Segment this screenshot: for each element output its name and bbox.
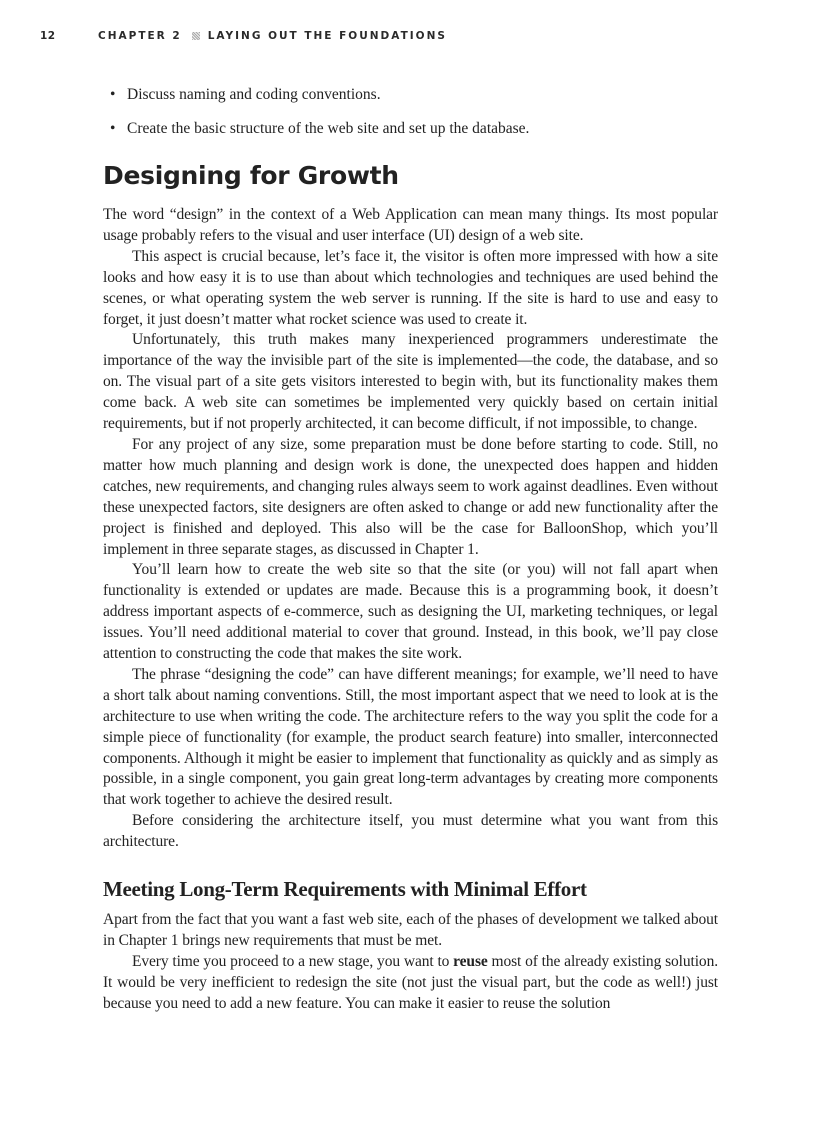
paragraph: This aspect is crucial because, let’s face it, the visitor is often more impressed with how a site looks and how easy it is to use than about which technologies and techniques are used behind the scenes, or what operating system the web server is running. If the site is hard to use and easy to forget, it just doesn’t matter what rocket science was used to create it.: [103, 247, 718, 328]
bullet-list: [103, 84, 718, 139]
emphasis-reuse: reuse: [453, 952, 488, 970]
paragraph: Before considering the architecture itself, you must determine what you want from this architecture.: [103, 812, 718, 851]
paragraph-text: most of the already existing solution. It would be very inefficient to redesign the site (not just the visual part, but the code as well!) just because you need to add a new feature. You can make it easier to reuse the solution: [103, 952, 718, 1012]
paragraph-text: Every time you proceed to a new stage, you want to: [132, 952, 454, 970]
page-content: [103, 84, 718, 1015]
list-item: • Create the basic structure of the web site and set up the database.: [127, 118, 718, 139]
section-heading: Designing for Growth: [103, 161, 399, 190]
header-separator-icon: [192, 32, 200, 40]
subsection-heading: Meeting Long-Term Requirements with Minimal Effort: [103, 877, 587, 902]
paragraph: You’ll learn how to create the web site so that the site (or you) will not fall apart when functionality is extended or updates are made. Because this is a programming book, it doesn’t address important aspects of e-commerce, such as designing the UI, marketing techniques, or legal issues. You’ll need additional material to cover that ground. Instead, in this book, we’ll pay close attention to constructing the code that makes the site work.: [103, 561, 718, 663]
paragraph: Apart from the fact that you want a fast web site, each of the phases of development we talked about in Chapter 1 brings new requirements that must be met.: [103, 911, 718, 949]
paragraph: The phrase “designing the code” can have different meanings; for example, we’ll need to have a short talk about naming conventions. Still, the most important aspect that we need to look at is the architecture to use when writing the code. The architecture refers to the way you split the code for a simple piece of functionality (for example, the product search feature) into smaller, interconnected components. Although it might be easier to implement that functionality as quickly and as simply as possible, in a single component, you gain great long-term advantages by creating more components that work together to achieve the desired result.: [103, 665, 718, 809]
list-item: • Discuss naming and coding conventions.: [127, 84, 718, 105]
page-number: 12: [40, 30, 56, 42]
paragraph: [103, 952, 718, 1015]
paragraph: Unfortunately, this truth makes many inexperienced programmers underestimate the importance of the way the invisible part of the site is implemented—the code, the database, and so on. The visual part of a site gets visitors interested to begin with, but its functionality makes them come back. A web site can sometimes be implemented very quickly based on certain initial requirements, but if not properly architected, it can become difficult, if not impossible, to change.: [103, 331, 718, 433]
paragraph: For any project of any size, some preparation must be done before starting to code. Still, no matter how much planning and design work is done, the unexpected does happen and hidden catches, new requirements, and changing rules always seem to work against deadlines. Even without these unexpected factors, site designers are often asked to change or add new functionality after the project is finished and deployed. This also will be the case for BalloonShop, which you’ll implement in three separate stages, as discussed in Chapter 1.: [103, 435, 718, 558]
chapter-label: CHAPTER 2: [98, 30, 182, 42]
running-header: [40, 27, 776, 45]
chapter-title: LAYING OUT THE FOUNDATIONS: [207, 30, 447, 42]
paragraph: The word “design” in the context of a Web Application can mean many things. Its most popular usage probably refers to the visual and user interface (UI) design of a web site.: [103, 206, 718, 244]
